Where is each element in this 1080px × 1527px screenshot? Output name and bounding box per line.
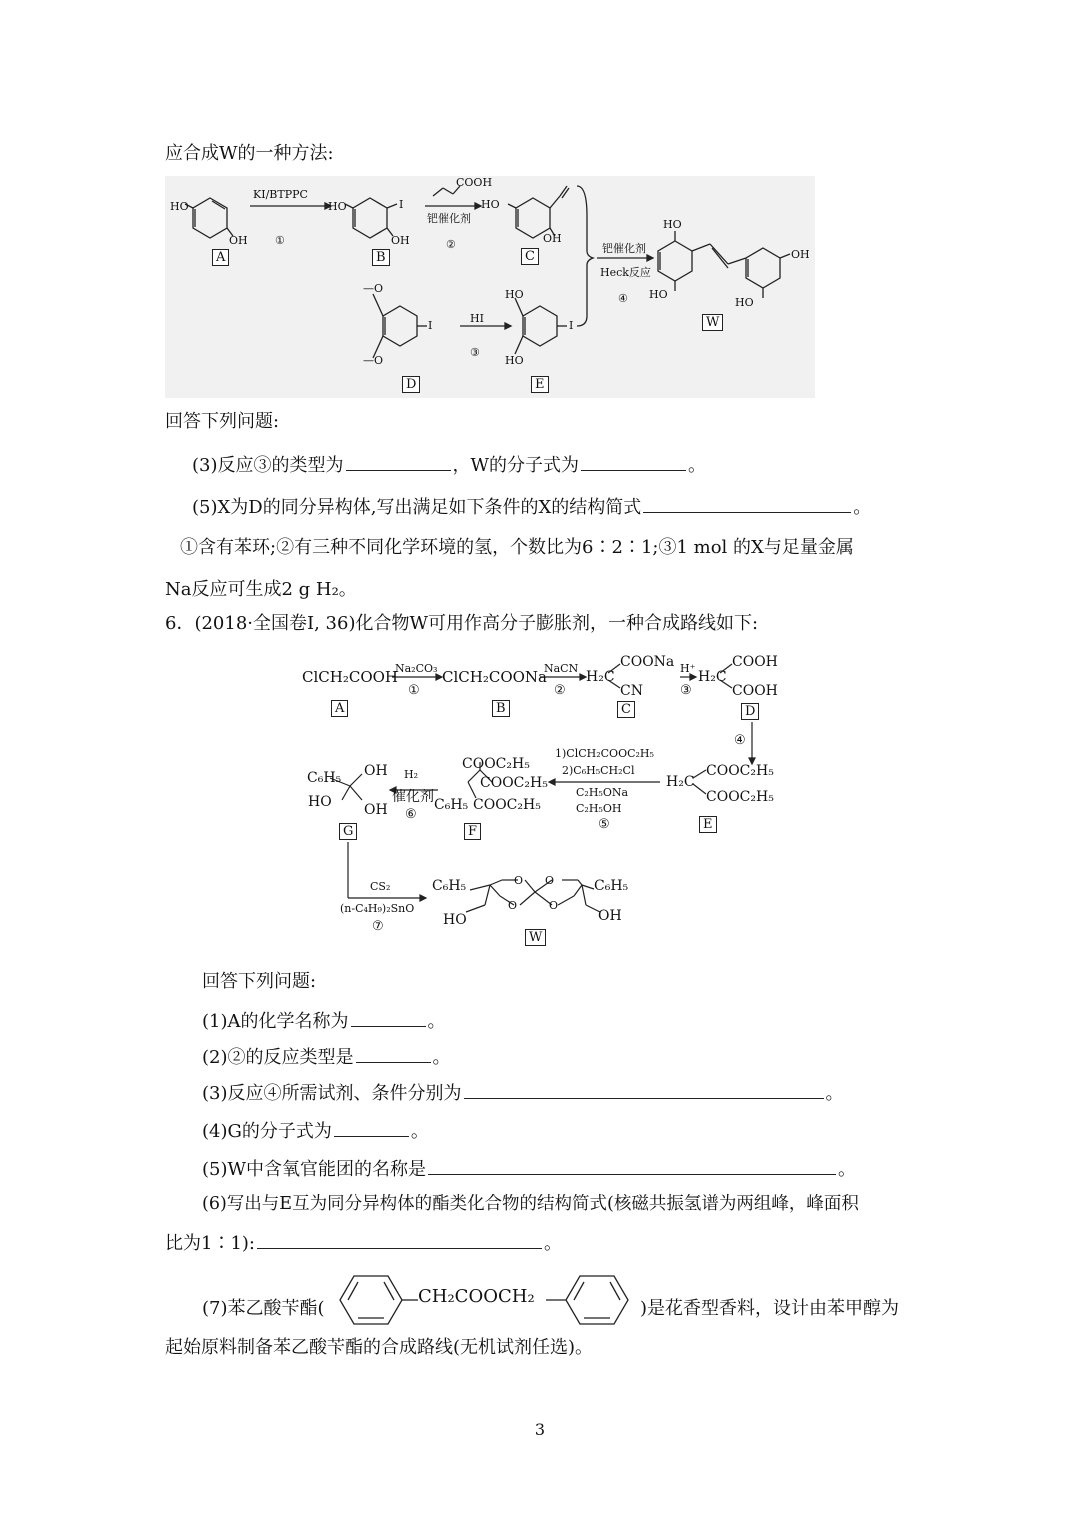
question-5-prefix: (5)X为D的同分异构体,写出满足如下条件的X的结构简式 — [192, 497, 642, 518]
ester-formula: CH₂COOCH₂ — [418, 1286, 535, 1307]
catalyst-2: 钯催化剂 — [427, 212, 471, 225]
reagent-r7b: (n-C₄H₉)₂SnO — [340, 902, 415, 915]
question-a1 — [202, 1008, 446, 1034]
W-HO-top: HO — [663, 218, 682, 231]
reagent-r7a: CS₂ — [370, 880, 391, 893]
compound-C-bot: CN — [620, 683, 643, 699]
compound-G-ph: C₆H₅ — [307, 770, 342, 786]
question-a3 — [202, 1080, 844, 1106]
step-3: ③ — [470, 346, 480, 359]
question-a7-suffix: )是花香型香料，设计由苯甲醇为 — [640, 1298, 900, 1319]
compound-A: ClCH₂COOH — [302, 668, 398, 686]
answer-blank[interactable] — [334, 1118, 409, 1137]
B-HO: HO — [328, 200, 347, 213]
D-I: I — [428, 319, 433, 332]
question-a6-line1: (6)写出与E互为同分异构体的酯类化合物的结构简式(核磁共振氢谱为两组峰，峰面积 — [202, 1194, 859, 1214]
label-D: D — [741, 703, 759, 720]
question-a5 — [202, 1156, 856, 1182]
label-A: A — [331, 700, 348, 717]
compound-G-oh1: OH — [364, 763, 388, 779]
reagent-r5d: C₂H₅OH — [576, 802, 622, 815]
question-a1-prefix: (1)A的化学名称为 — [202, 1011, 349, 1032]
compound-F-top: COOC₂H₅ — [462, 756, 530, 772]
W-oxygen: O — [549, 899, 559, 912]
D-OMe-bottom: —O — [363, 354, 384, 367]
question-header: 回答下列问题: — [165, 411, 280, 432]
label-A: A — [212, 249, 229, 266]
answer-blank[interactable] — [428, 1156, 836, 1175]
compound-W-ho: HO — [443, 912, 467, 928]
label-G: G — [339, 823, 357, 840]
compound-D-top: COOH — [732, 654, 778, 670]
compound-E-mid: H₂C — [666, 774, 695, 790]
problem-6-title: 6．(2018·全国卷Ⅰ, 36)化合物W可用作高分子膨胀剂，一种合成路线如下: — [165, 613, 759, 634]
compound-W-ph2: C₆H₅ — [594, 878, 629, 894]
page-number: 3 — [534, 1420, 546, 1439]
step-s5: ⑤ — [598, 817, 610, 832]
step-s1: ① — [408, 683, 420, 698]
compound-F-mid: COOC₂H₅ — [480, 775, 548, 791]
E-HO-top: HO — [505, 288, 524, 301]
question-a6-prefix: 比为1∶1): — [165, 1233, 255, 1254]
label-C: C — [617, 701, 635, 718]
W-HO-bottom: HO — [649, 288, 668, 301]
question-a5-end: 。 — [838, 1159, 856, 1180]
step-2: ② — [446, 238, 456, 251]
question-a2 — [202, 1044, 451, 1070]
B-I: I — [399, 198, 404, 211]
question-3-mid: ，W的分子式为 — [452, 455, 580, 476]
reagent-r6a: H₂ — [404, 768, 419, 781]
step-s2: ② — [554, 683, 566, 698]
question-a1-end: 。 — [427, 1011, 446, 1032]
question-a2-prefix: (2)②的反应类型是 — [202, 1047, 354, 1068]
label-B: B — [372, 249, 390, 266]
C-HO: HO — [481, 198, 500, 211]
D-OMe-top: —O — [363, 282, 384, 295]
reagent-r6b: 催化剂 — [392, 789, 434, 805]
reagent-r1: Na₂CO₃ — [395, 662, 438, 675]
step-4: ④ — [618, 292, 628, 305]
W-oxygen: O — [508, 899, 518, 912]
question-header-2: 回答下列问题: — [202, 971, 317, 992]
reagent-r2: NaCN — [544, 662, 579, 675]
reaction-4: Heck反应 — [600, 266, 651, 279]
label-C: C — [521, 248, 539, 265]
question-a6-end: 。 — [544, 1233, 562, 1254]
answer-blank[interactable] — [351, 1008, 426, 1027]
W-HO-lower: HO — [735, 296, 754, 309]
compound-D-bot: COOH — [732, 683, 778, 699]
question-5-end: 。 — [853, 497, 872, 518]
label-W: W — [525, 929, 546, 946]
compound-C-top: COONa — [620, 654, 675, 670]
label-W: W — [702, 314, 723, 331]
question-a7-line2: 起始原料制备苯乙酸苄酯的合成路线(无机试剂任选)。 — [165, 1337, 594, 1358]
question-3-end: 。 — [688, 455, 707, 476]
intro-text: 应合成W的一种方法: — [165, 143, 334, 164]
compound-E-top: COOC₂H₅ — [706, 763, 774, 779]
E-I: I — [569, 319, 574, 332]
B-OH: OH — [391, 234, 410, 247]
benzyl-phenylacetate-structure — [330, 1268, 640, 1332]
question-a3-end: 。 — [825, 1083, 844, 1104]
step-s6: ⑥ — [405, 807, 417, 822]
compound-G-ho: HO — [308, 794, 332, 810]
question-5-condition-2: Na反应可生成2 g H₂。 — [165, 579, 357, 600]
question-3-prefix: (3)反应③的类型为 — [192, 455, 344, 476]
compound-B: ClCH₂COONa — [442, 668, 547, 686]
reagent-2: COOH — [456, 176, 493, 189]
compound-W-oh: OH — [598, 908, 622, 924]
compound-E-bot: COOC₂H₅ — [706, 789, 774, 805]
answer-blank[interactable] — [464, 1080, 824, 1099]
question-a2-end: 。 — [432, 1047, 451, 1068]
A-HO: HO — [170, 200, 189, 213]
answer-blank[interactable] — [257, 1230, 542, 1249]
question-a6-line2 — [165, 1230, 562, 1256]
question-a7-prefix: (7)苯乙酸苄酯( — [202, 1298, 325, 1319]
question-a4-prefix: (4)G的分子式为 — [202, 1121, 332, 1142]
label-D: D — [402, 376, 420, 393]
compound-F-ph: C₆H₅ — [434, 797, 469, 813]
question-a4-end: 。 — [410, 1121, 429, 1142]
A-OH: OH — [229, 234, 248, 247]
reagent-r5a: 1)ClCH₂COOC₂H₅ — [555, 747, 654, 760]
question-a3-prefix: (3)反应④所需试剂、条件分别为 — [202, 1083, 462, 1104]
label-B: B — [492, 700, 510, 717]
reagent-1: KI/BTPPC — [253, 188, 308, 201]
compound-C-mid: H₂C — [586, 669, 615, 685]
step-s3: ③ — [680, 683, 692, 698]
W-oxygen: O — [545, 874, 555, 887]
reagent-r5b: 2)C₆H₅CH₂Cl — [562, 764, 635, 777]
E-HO-bottom: HO — [505, 354, 524, 367]
compound-G-oh2: OH — [364, 802, 388, 818]
label-F: F — [464, 823, 481, 840]
question-a4 — [202, 1118, 429, 1144]
compound-F-bot: COOC₂H₅ — [473, 797, 541, 813]
reagent-3: HI — [470, 312, 484, 325]
step-s4: ④ — [734, 733, 746, 748]
W-oxygen: O — [514, 874, 524, 887]
question-5-condition-1: ①含有苯环;②有三种不同化学环境的氢，个数比为6∶2∶1;③1 mol 的X与足量金属 — [180, 537, 854, 558]
label-E: E — [531, 376, 549, 393]
compound-W-ph1: C₆H₅ — [432, 878, 467, 894]
W-OH-right: OH — [791, 248, 810, 261]
question-a5-prefix: (5)W中含氧官能团的名称是 — [202, 1159, 426, 1180]
catalyst-4: 钯催化剂 — [602, 242, 646, 255]
step-1: ① — [275, 234, 285, 247]
step-s7: ⑦ — [372, 919, 384, 934]
label-E: E — [699, 816, 717, 833]
C-OH: OH — [543, 232, 562, 245]
compound-D-mid: H₂C — [698, 669, 727, 685]
answer-blank[interactable] — [356, 1044, 431, 1063]
reagent-r3: H⁺ — [680, 662, 696, 675]
reagent-r5c: C₂H₅ONa — [576, 786, 629, 799]
